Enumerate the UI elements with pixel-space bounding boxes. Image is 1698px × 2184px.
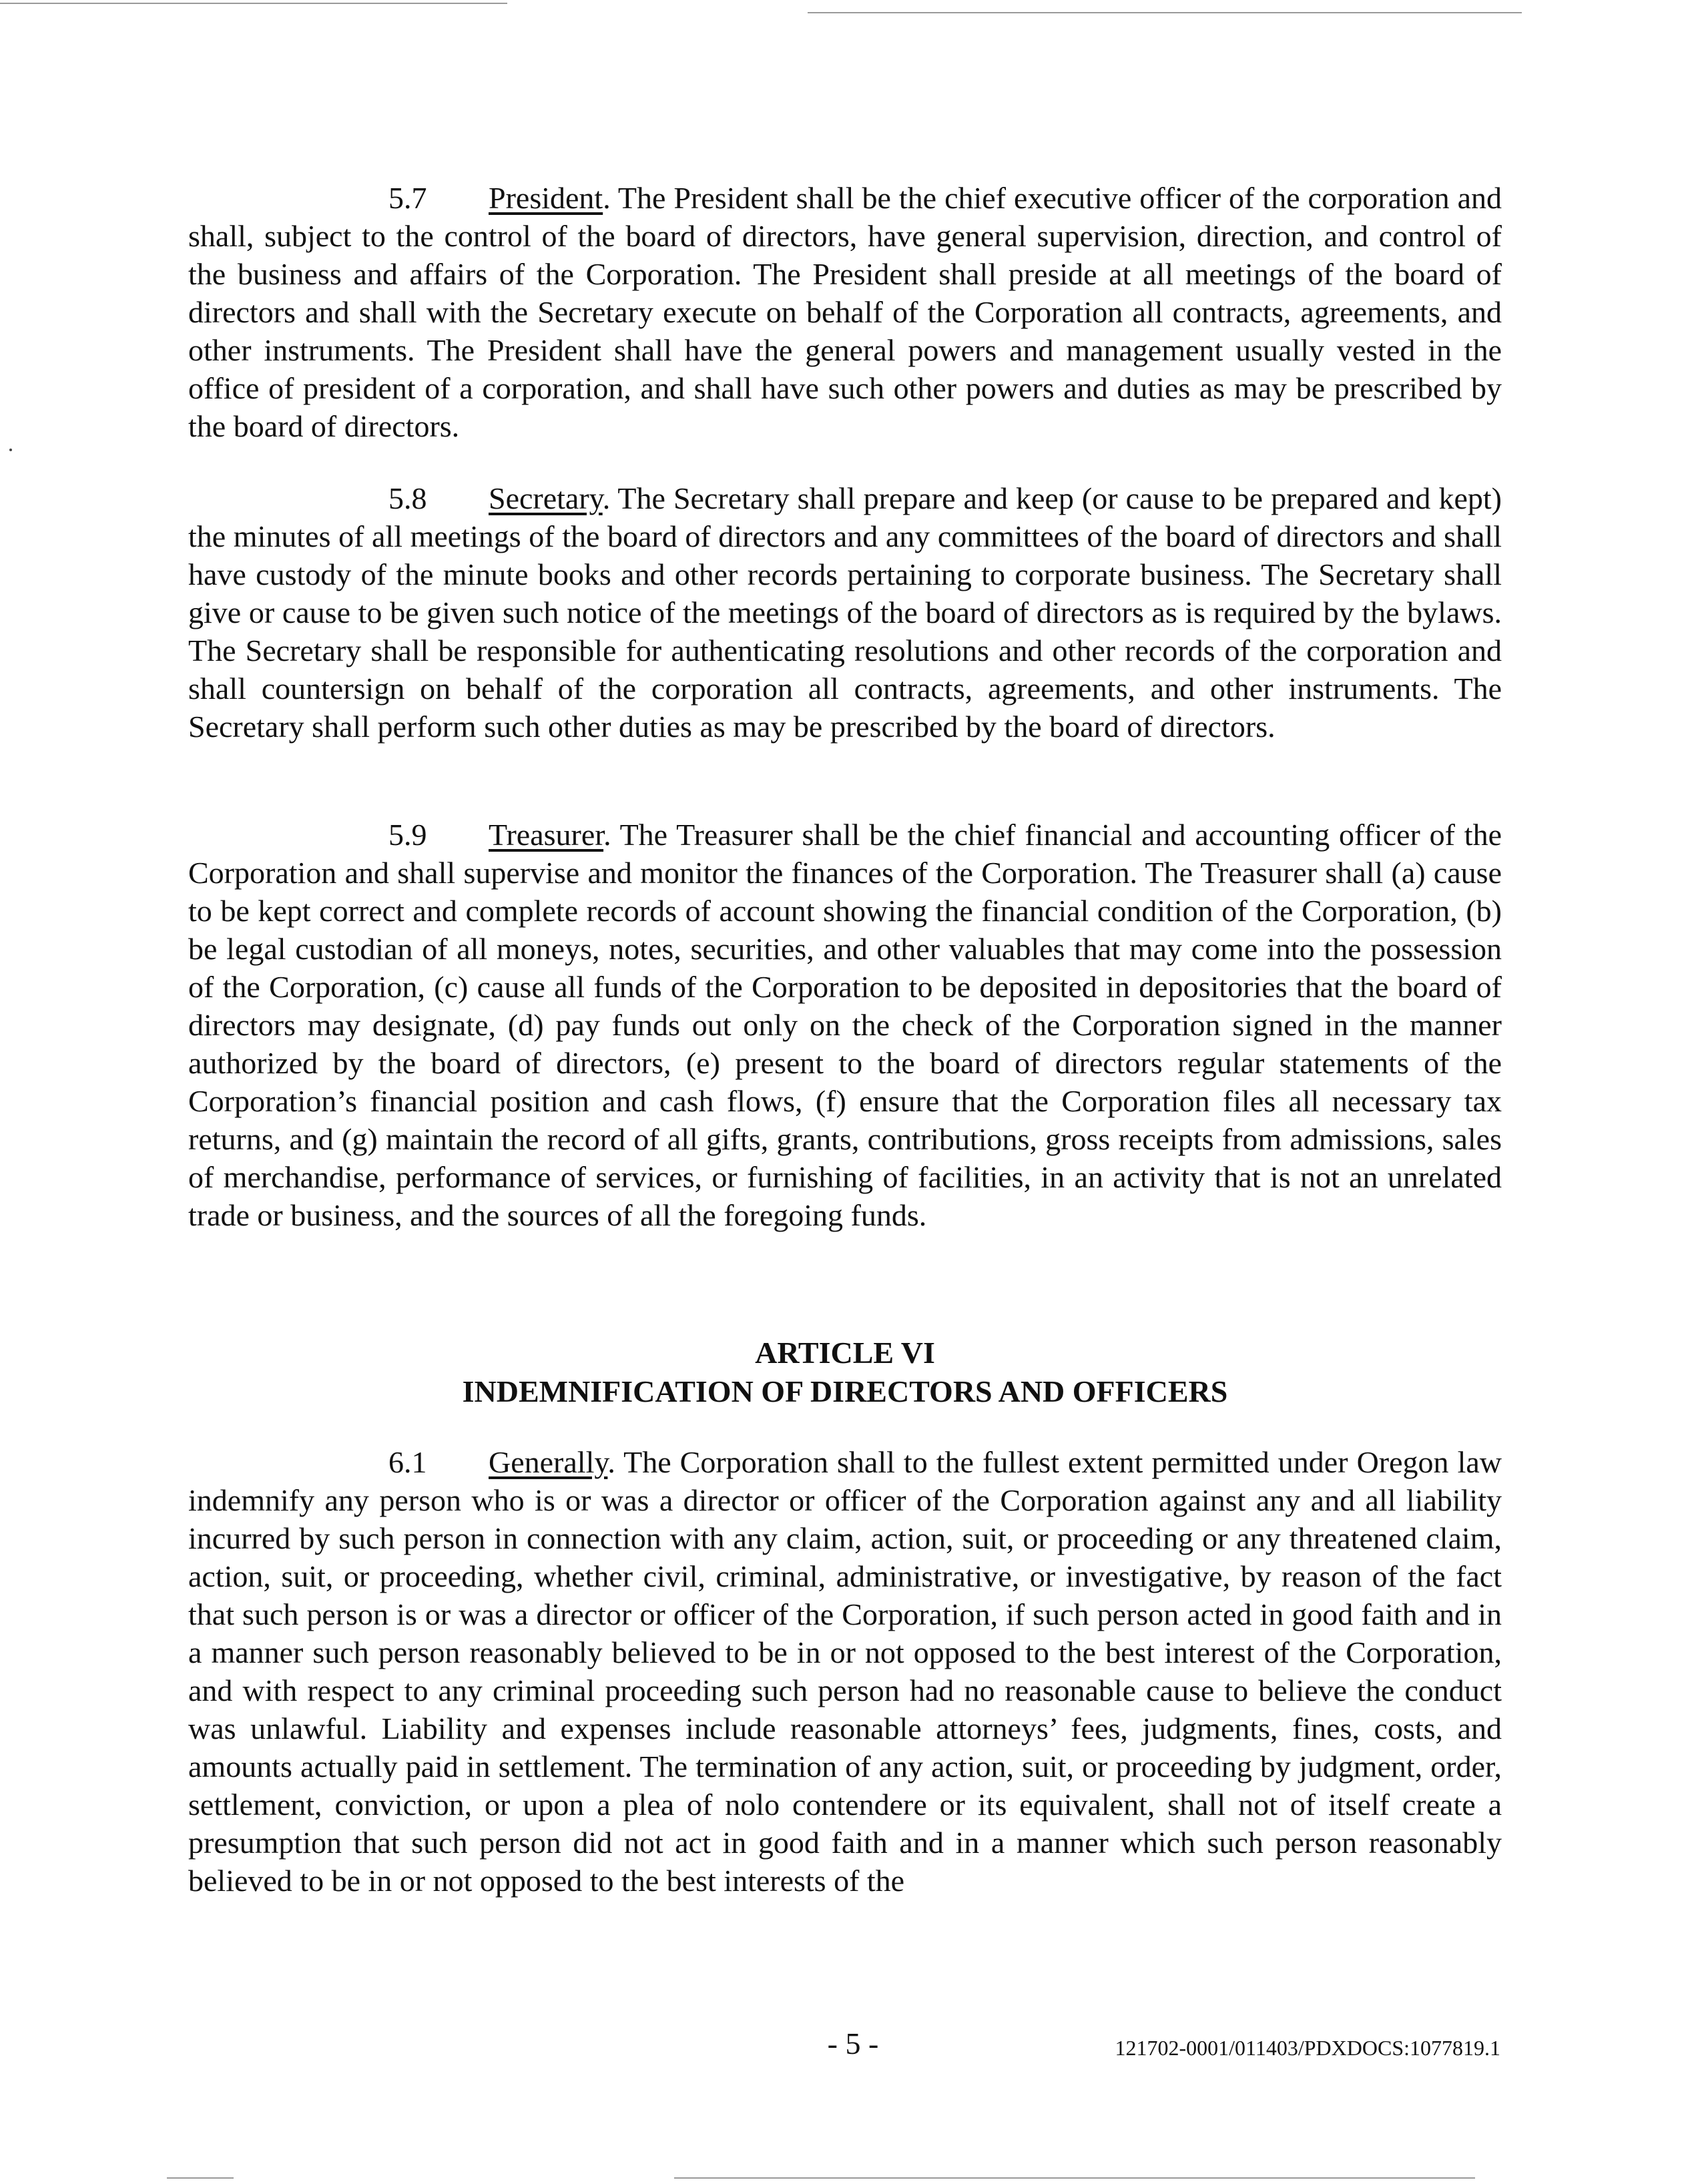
section-heading: President [489, 181, 603, 215]
page-number: - 5 - [827, 2026, 879, 2061]
stray-mark [9, 449, 12, 451]
section-body: . The Corporation shall to the fullest extent permitted under Oregon law indemnify any person who is or was a director or officer of the Corporation against any and all liability incurred by such person in connection with any claim, action, suit, or proceeding or any threatened claim, action, suit, or proceeding, whether civil, criminal, administrative, or investigative, by reason of the fact that such person is or was a director or officer of the Corporation, if such person acted in good faith and in a manner such person reasonably believed to be in or not opposed to the best interest of the Corporation, and with respect to any criminal proceeding such person had no reasonable cause to believe the conduct was unlawful. Liability and expenses include reasonable attorneys’ fees, judgments, fines, costs, and amounts actually paid in settlement. The termination of any action, suit, or proceeding by judgment, order, settlement, conviction, or upon a plea of nolo contendere or its equivalent, shall not of itself create a presumption that such person did not act in good faith and in a manner which such person reasonably believed to be in or not opposed to the best interests of the [188, 1445, 1502, 1898]
section-5-9 [188, 816, 1502, 1234]
article-label: ARTICLE VI [755, 1336, 935, 1370]
section-body: . The Secretary shall prepare and keep (or cause to be prepared and kept) the minutes of all meetings of the board of directors and any committees of the board of directors and shall have custody of the minute books and other records pertaining to corporate business. The Secretary shall give or cause to be given such notice of the meetings of the board of directors as is required by the bylaws. The Secretary shall be responsible for authenticating resolutions and other records of the corporation and shall countersign on behalf of the corporation all contracts, agreements, and other instruments. The Secretary shall perform such other duties as may be prescribed by the board of directors. [188, 481, 1502, 744]
scan-artifact-bottom [167, 2177, 234, 2179]
section-body: . The Treasurer shall be the chief financial and accounting officer of the Corporation and shall supervise and monitor the finances of the Corporation. The Treasurer shall (a) cause to be kept correct and complete records of account showing the financial condition of the Corporation, (b) be legal custodian of all moneys, notes, securities, and other valuables that may come into the possession of the Corporation, (c) cause all funds of the Corporation to be deposited in depositories that the board of directors may designate, (d) pay funds out only on the check of the Corporation signed in the manner authorized by the board of directors, (e) present to the board of directors regular statements of the Corporation’s financial position and cash flows, (f) ensure that the Corporation files all necessary tax returns, and (g) maintain the record of all gifts, grants, contributions, gross receipts from admissions, sales of merchandise, performance of services, or furnishing of facilities, in an activity that is not an unrelated trade or business, and the sources of all the foregoing funds. [188, 818, 1502, 1232]
section-number: 5.7 [388, 181, 427, 215]
section-heading: Secretary [489, 481, 603, 515]
article-title: INDEMNIFICATION OF DIRECTORS AND OFFICERS [462, 1374, 1228, 1408]
section-heading: Generally [489, 1445, 608, 1479]
article-heading [188, 1334, 1502, 1411]
section-number: 5.9 [388, 818, 427, 852]
scan-artifact-top-right [808, 12, 1522, 13]
scan-artifact-bottom-right [674, 2177, 1475, 2179]
section-number: 6.1 [388, 1445, 427, 1479]
section-5-8 [188, 479, 1502, 746]
section-5-7 [188, 179, 1502, 445]
section-body: . The President shall be the chief executive officer of the corporation and shall, subject to the control of the board of directors, have general supervision, direction, and control of the business and affairs of the Corporation. The President shall preside at all meetings of the board of directors and shall with the Secretary execute on behalf of the Corporation all contracts, agreements, and other instruments. The President shall have the general powers and management usually vested in the office of president of a corporation, and shall have such other powers and duties as may be prescribed by the board of directors. [188, 181, 1502, 443]
section-number: 5.8 [388, 481, 427, 515]
section-6-1 [188, 1443, 1502, 1900]
section-heading: Treasurer [489, 818, 604, 852]
scan-artifact-top [0, 3, 507, 4]
document-id: 121702-0001/011403/PDXDOCS:1077819.1 [1115, 2036, 1500, 2060]
